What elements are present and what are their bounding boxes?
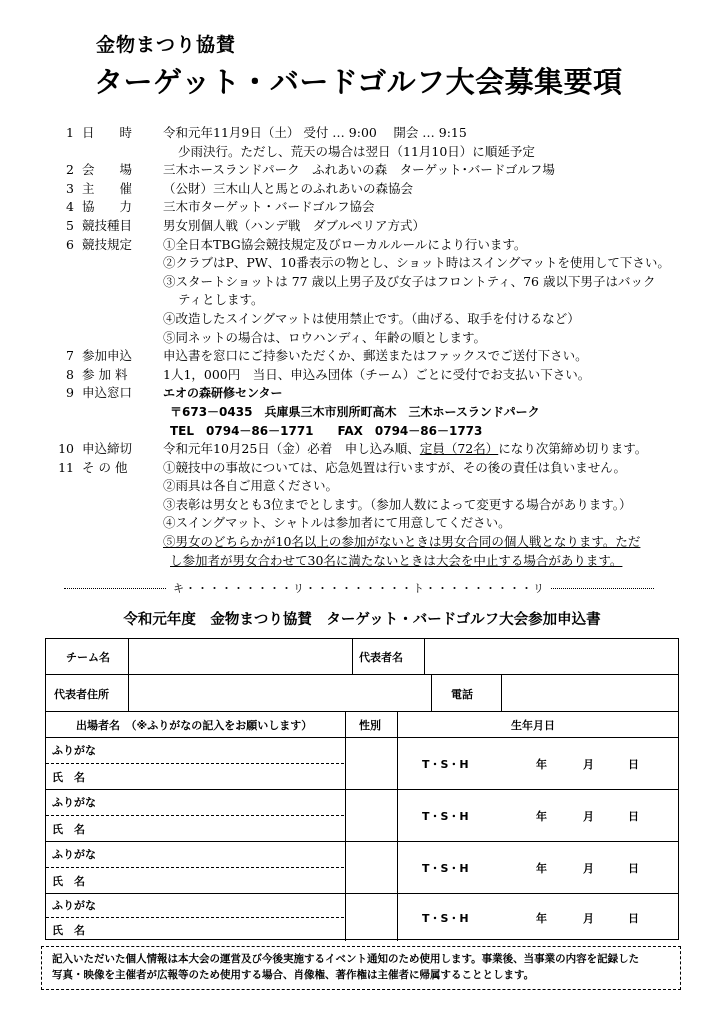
form-divider (46, 763, 344, 764)
event-subtitle: 金物まつり協賛 (96, 34, 237, 56)
form-divider (46, 893, 678, 894)
req-value: 男女別個人戦（ハンデ戦 ダブルペリア方式） (163, 217, 426, 233)
req-other-line (0, 477, 724, 496)
application-form (45, 638, 679, 940)
req-value: ③スタートショットは 77 歳以上男子及び女子はフロントティ、76 歳以下男子はバック (163, 273, 656, 289)
furigana-label: ふりがな (52, 848, 96, 861)
req-value: 申込書を窓口にご持参いただくか、郵送またはファックスでご送付下さい。 (163, 348, 588, 364)
req-value: ⑤同ネットの場合は、ロウハンディ、年齢の順とします。 (163, 329, 487, 345)
dob-header: 生年月日 (511, 719, 555, 732)
capacity-text: 定員（72名） (419, 441, 499, 457)
contact-address: 〒673－0435 兵庫県三木市別所町高木 三木ホースランドパーク (170, 404, 540, 419)
req-value (163, 440, 647, 459)
team-name-label: チーム名 (66, 651, 110, 664)
req-contact (0, 384, 724, 403)
furigana-label: ふりがな (52, 899, 96, 912)
req-number: 8 (66, 366, 74, 382)
address-field[interactable] (135, 680, 425, 706)
req-value: し参加者が男女合わせて30名に満たないときは大会を中止する場合があります。 (170, 552, 623, 568)
req-other-line (0, 514, 724, 533)
form-divider (46, 841, 678, 842)
month-label: 月 (583, 912, 594, 925)
form-divider (431, 674, 432, 711)
form-divider (352, 639, 353, 674)
form-divider (46, 867, 344, 868)
req-other-line (0, 533, 724, 552)
req-cooperation (0, 198, 724, 217)
form-divider (397, 711, 398, 941)
req-other-line (0, 496, 724, 515)
req-rules-line (0, 329, 724, 348)
players-header: 出場者名 （※ふりがなの記入をお願いします） (76, 719, 313, 732)
req-value: 令和元年11月9日（土） 受付 … 9:00 開会 … 9:15 (163, 125, 467, 140)
req-value: ①全日本TBG協会競技規定及びローカルルールにより行います。 (163, 236, 527, 252)
req-label: 競技種目 (82, 217, 133, 233)
form-divider (46, 711, 678, 712)
year-label: 年 (536, 810, 547, 823)
req-value: ③表彰は男女とも3位までとします。（参加人数によって変更する場合があります。） (163, 496, 632, 512)
era-label: T・S・H (422, 810, 469, 823)
req-rules (0, 236, 724, 255)
requirements-list (0, 124, 724, 570)
rep-name-field[interactable] (430, 644, 670, 670)
form-divider (46, 917, 344, 918)
cut-label-text: キ・・・・・・・・・リ・・・・・・・・・ト・・・・・・・・・リ (167, 582, 551, 595)
phone-label: 電話 (451, 688, 473, 701)
req-contact-address (0, 403, 724, 422)
req-contact-phone (0, 422, 724, 441)
day-label: 日 (628, 810, 639, 823)
req-number: 1 (66, 125, 74, 140)
form-divider (46, 815, 344, 816)
form-divider (128, 639, 129, 674)
gender-header: 性別 (359, 719, 381, 732)
req-number: 11 (58, 459, 74, 475)
req-number: 6 (66, 236, 74, 252)
name-label: 氏 名 (52, 875, 85, 888)
furigana-label: ふりがな (52, 796, 96, 809)
req-number: 9 (66, 385, 74, 401)
era-label: T・S・H (422, 862, 469, 875)
rep-name-label: 代表者名 (359, 651, 403, 664)
req-label: 申込窓口 (82, 385, 133, 401)
req-venue (0, 161, 724, 180)
contact-name: エオの森研修センター (163, 386, 283, 401)
req-value: ④スイングマット、シャトルは参加者にて用意してください。 (163, 515, 511, 531)
form-divider (128, 674, 129, 711)
req-value: 少雨決行。ただし、荒天の場合は翌日（11月10日）に順延予定 (178, 143, 535, 159)
name-label: 氏 名 (52, 823, 85, 836)
req-label: 協 力 (82, 199, 133, 215)
req-other-line (0, 552, 724, 571)
form-divider (501, 674, 502, 711)
req-label: 競技規定 (82, 236, 133, 252)
req-value: ①競技中の事故については、応急処置は行いますが、その後の責任は負いません。 (163, 459, 627, 475)
req-value: 三木市ターゲット・バードゴルフ協会 (163, 199, 375, 215)
page-title: ターゲット・バードゴルフ大会募集要項 (94, 65, 623, 99)
form-divider (46, 674, 678, 675)
req-application (0, 347, 724, 366)
day-label: 日 (628, 912, 639, 925)
cut-label (64, 580, 654, 596)
req-rules-line (0, 291, 724, 310)
day-label: 日 (628, 758, 639, 771)
form-divider (424, 639, 425, 674)
req-organizer (0, 180, 724, 199)
req-number: 4 (66, 199, 74, 215)
year-label: 年 (536, 758, 547, 771)
year-label: 年 (536, 862, 547, 875)
day-label: 日 (628, 862, 639, 875)
req-rules-line (0, 310, 724, 329)
notice-line: 写真・映像を主催者が広報等のため使用する場合、肖像権、著作権は主催者に帰属することとします。 (52, 969, 535, 981)
team-name-field[interactable] (135, 644, 347, 670)
contact-phone: TEL 0794－86－1771 FAX 0794－86－1773 (170, 423, 483, 438)
req-number: 3 (66, 180, 74, 196)
era-label: T・S・H (422, 912, 469, 925)
req-label: 日 時 (82, 125, 133, 140)
phone-field[interactable] (507, 680, 673, 706)
month-label: 月 (583, 862, 594, 875)
form-title: 令和元年度 金物まつり協賛 ターゲット・バードゴルフ大会参加申込書 (123, 612, 601, 628)
req-fee (0, 366, 724, 385)
furigana-label: ふりがな (52, 744, 96, 757)
form-divider (46, 789, 678, 790)
notice-line: 記入いただいた個人情報は本大会の運営及び今後実施するイベント通知のため使用します。事業後、当事業の内容を記録した (52, 953, 640, 965)
deadline-text-end: になり次第締め切ります。 (498, 441, 648, 457)
req-date (0, 124, 724, 143)
req-number: 5 (66, 217, 74, 233)
req-value: （公財）三木山人と馬とのふれあいの森協会 (163, 180, 414, 196)
req-deadline (0, 440, 724, 459)
req-value: ⑤男女のどちらかが10名以上の参加がないときは男女合同の個人戦となります。ただ (163, 534, 641, 550)
privacy-notice (41, 946, 681, 990)
deadline-text: 令和元年10月25日（金）必着 申し込み順、 (163, 441, 420, 457)
req-label: 申込締切 (82, 441, 133, 457)
req-value: ②クラブはP、PW、10番表示の物とし、ショット時はスイングマットを使用して下さい。 (163, 255, 670, 271)
month-label: 月 (583, 810, 594, 823)
req-number: 7 (66, 348, 74, 364)
req-label: そ の 他 (82, 459, 128, 475)
era-label: T・S・H (422, 758, 469, 771)
req-number: 2 (66, 162, 74, 178)
req-value: 三木ホースランドパーク ふれあいの森 ターゲット･バードゴルフ場 (163, 162, 555, 178)
req-value: 1人1，000円 当日、申込み団体（チーム）ごとに受付でお支払い下さい。 (163, 366, 591, 382)
req-value: ティとします。 (178, 292, 264, 308)
req-label: 会 場 (82, 162, 133, 178)
req-date-note (0, 143, 724, 162)
req-label: 参 加 料 (82, 366, 128, 382)
month-label: 月 (583, 758, 594, 771)
req-rules-line (0, 254, 724, 273)
form-divider (46, 737, 678, 738)
req-event-type (0, 217, 724, 236)
name-label: 氏 名 (52, 771, 85, 784)
req-label: 主 催 (82, 180, 133, 196)
req-number: 10 (58, 441, 74, 457)
req-rules-line (0, 273, 724, 292)
req-value: ②雨具は各自ご用意ください。 (163, 478, 339, 494)
address-label: 代表者住所 (54, 688, 109, 701)
year-label: 年 (536, 912, 547, 925)
req-other (0, 459, 724, 478)
name-label: 氏 名 (52, 924, 85, 937)
req-value: ④改造したスイングマットは使用禁止です。（曲げる、取手を付けるなど） (163, 310, 580, 326)
form-divider (345, 711, 346, 941)
req-label: 参加申込 (82, 348, 133, 364)
